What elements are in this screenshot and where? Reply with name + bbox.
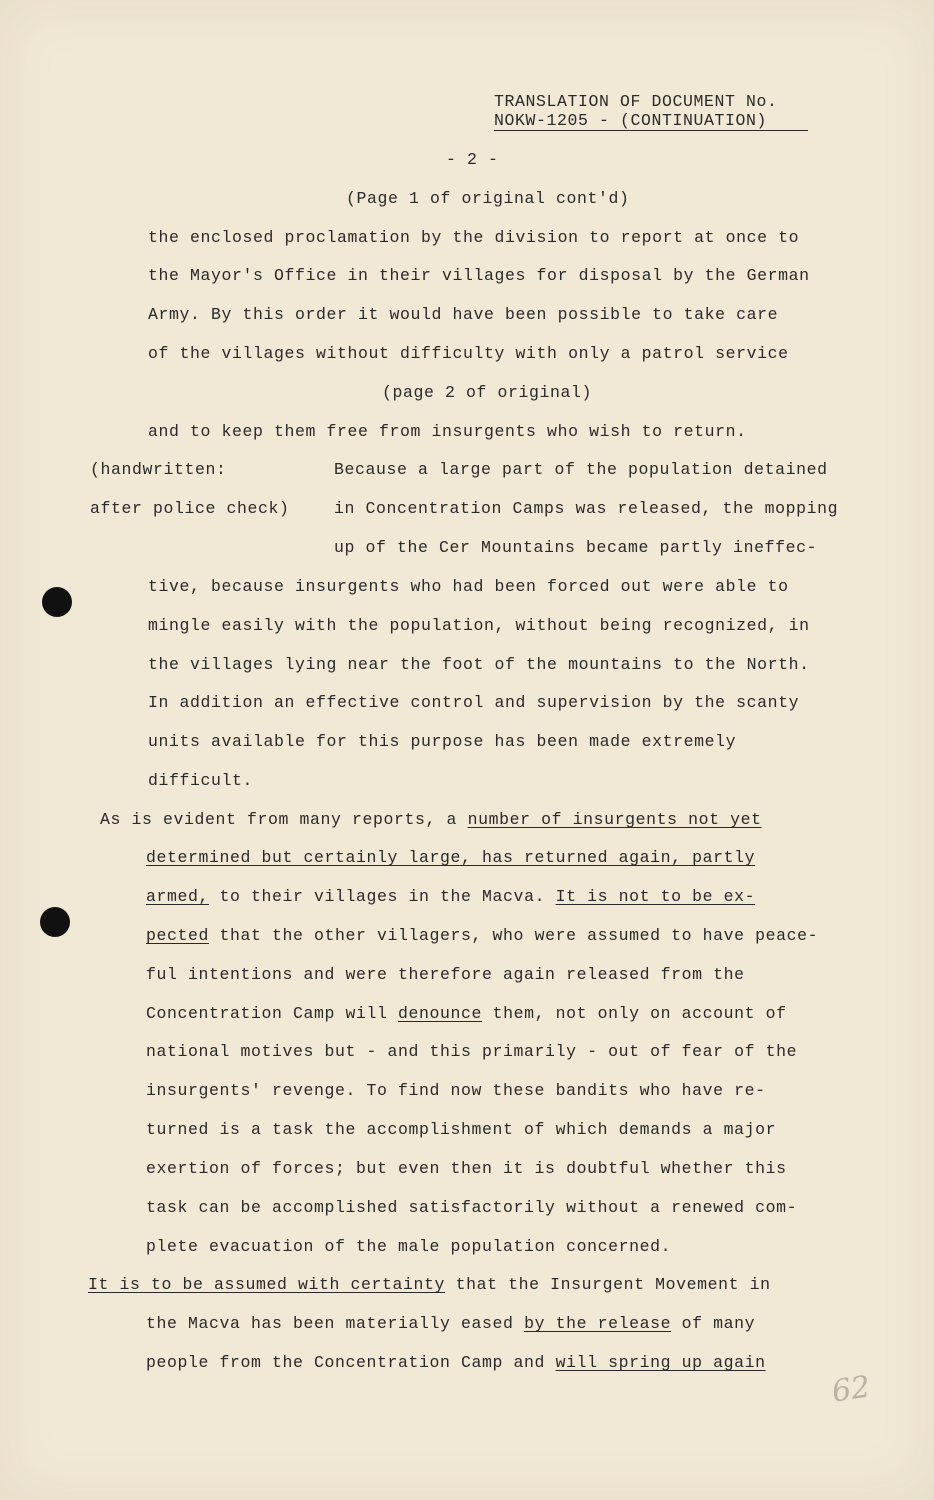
header-title-line1: TRANSLATION OF DOCUMENT No. xyxy=(494,92,778,111)
doc-line-13: the villages lying near the foot of the mountains to the North. xyxy=(148,655,810,674)
punch-hole-bottom xyxy=(40,907,70,937)
doc-line-17: As is evident from many reports, a number of insurgents not yet xyxy=(100,810,762,829)
doc-line-22: Concentration Camp will denounce them, not only on account of xyxy=(146,1004,787,1023)
doc-line-1: (Page 1 of original cont'd) xyxy=(346,189,630,208)
handwritten-page-number: 62 xyxy=(829,1369,873,1410)
doc-line-28: plete evacuation of the male population concerned. xyxy=(146,1237,672,1256)
doc-line-23: national motives but - and this primarily - out of fear of the xyxy=(146,1042,798,1061)
doc-line-7: and to keep them free from insurgents who wish to return. xyxy=(148,422,747,441)
doc-line-5: of the villages without difficulty with only a patrol service xyxy=(148,344,789,363)
doc-line-11: tive, because insurgents who had been forced out were able to xyxy=(148,577,789,596)
doc-line-6: (page 2 of original) xyxy=(382,383,593,402)
header-title-line2: NOKW-1205 - (CONTINUATION) xyxy=(494,111,768,130)
doc-line-29: It is to be assumed with certainty that the Insurgent Movement in xyxy=(88,1275,771,1294)
doc-line-30: the Macva has been materially eased by the release of many xyxy=(146,1314,756,1333)
handwritten-note-line-1: (handwritten: xyxy=(90,460,227,479)
doc-line-20: pected that the other villagers, who were assumed to have peace- xyxy=(146,926,819,945)
doc-line-4: Army. By this order it would have been possible to take care xyxy=(148,305,779,324)
doc-line-12: mingle easily with the population, without being recognized, in xyxy=(148,616,810,635)
doc-line-21: ful intentions and were therefore again released from the xyxy=(146,965,745,984)
doc-line-26: exertion of forces; but even then it is doubtful whether this xyxy=(146,1159,787,1178)
doc-line-31: people from the Concentration Camp and will spring up again xyxy=(146,1353,766,1372)
doc-line-10: up of the Cer Mountains became partly ineffec- xyxy=(334,538,818,557)
header-underline xyxy=(494,130,808,131)
doc-line-25: turned is a task the accomplishment of which demands a major xyxy=(146,1120,777,1139)
doc-line-24: insurgents' revenge. To find now these bandits who have re- xyxy=(146,1081,766,1100)
doc-line-19: armed, to their villages in the Macva. It is not to be ex- xyxy=(146,887,756,906)
doc-line-8: Because a large part of the population detained xyxy=(334,460,828,479)
doc-line-15: units available for this purpose has been made extremely xyxy=(148,732,737,751)
doc-line-14: In addition an effective control and supervision by the scanty xyxy=(148,693,800,712)
handwritten-note-line-2: after police check) xyxy=(90,499,290,518)
doc-line-2: the enclosed proclamation by the division to report at once to xyxy=(148,228,800,247)
doc-line-27: task can be accomplished satisfactorily without a renewed com- xyxy=(146,1198,798,1217)
page-marker: - 2 - xyxy=(446,150,499,169)
doc-line-16: difficult. xyxy=(148,771,254,790)
punch-hole-top xyxy=(42,587,72,617)
doc-line-18: determined but certainly large, has returned again, partly xyxy=(146,848,756,867)
doc-line-9: in Concentration Camps was released, the mopping xyxy=(334,499,839,518)
doc-line-3: the Mayor's Office in their villages for disposal by the German xyxy=(148,266,810,285)
